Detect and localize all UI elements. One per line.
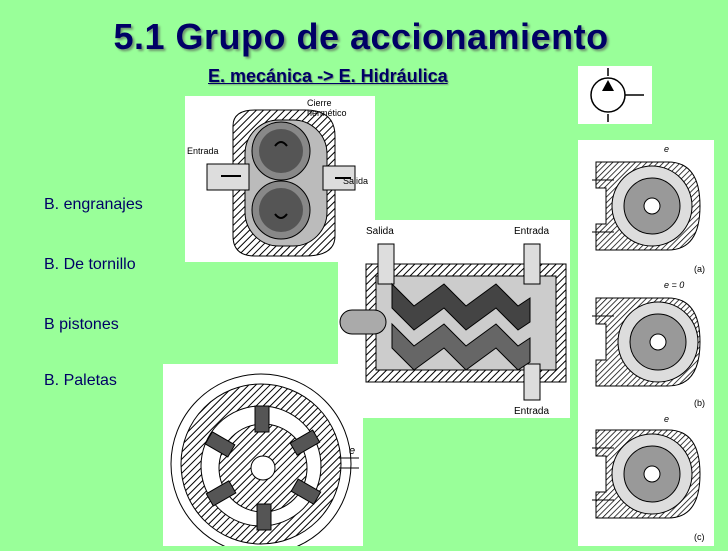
bullet-gear-pump: B. engranajes: [44, 196, 143, 213]
vane-pump-a: [592, 144, 705, 274]
eccentricity-zero-label: e = 0: [664, 280, 685, 290]
eccentricity-label-a: e: [664, 144, 670, 154]
slide-title: 5.1 Grupo de accionamiento: [113, 16, 609, 57]
outlet-label: Salida: [343, 176, 369, 186]
vane-pump-c: [592, 414, 705, 542]
bullet-vane-pump: B. Paletas: [44, 372, 117, 389]
screw-pump-figure: [338, 220, 570, 418]
seal-label-line1: Cierre: [307, 98, 332, 108]
screw-inlet-top-label: Entrada: [514, 226, 550, 237]
caption-b: (b): [694, 398, 705, 408]
pump-symbol-panel: [578, 66, 652, 124]
caption-a: (a): [694, 264, 705, 274]
upper-gear: [252, 122, 310, 180]
eccentricity-label: e: [349, 445, 356, 457]
hydraulic-pump-symbol-icon: [578, 66, 652, 124]
bullet-piston-pump: B pistones: [44, 316, 119, 333]
bullet-screw-pump: B. De tornillo: [44, 256, 136, 273]
caption-c: (c): [694, 532, 705, 542]
screw-inlet-bottom-label: Entrada: [514, 406, 550, 417]
eccentricity-label-c: e: [664, 414, 670, 424]
lower-gear: [252, 181, 310, 239]
seal-label-line2: hermético: [307, 108, 347, 118]
vane-pump-b: [592, 280, 705, 408]
slide-subtitle: E. mecánica -> E. Hidráulica: [208, 66, 448, 86]
inlet-label: Entrada: [187, 146, 219, 156]
screw-outlet-label: Salida: [366, 226, 394, 237]
vane-pump-series-figure: [578, 140, 714, 546]
vane-pump-figure: [163, 364, 363, 546]
